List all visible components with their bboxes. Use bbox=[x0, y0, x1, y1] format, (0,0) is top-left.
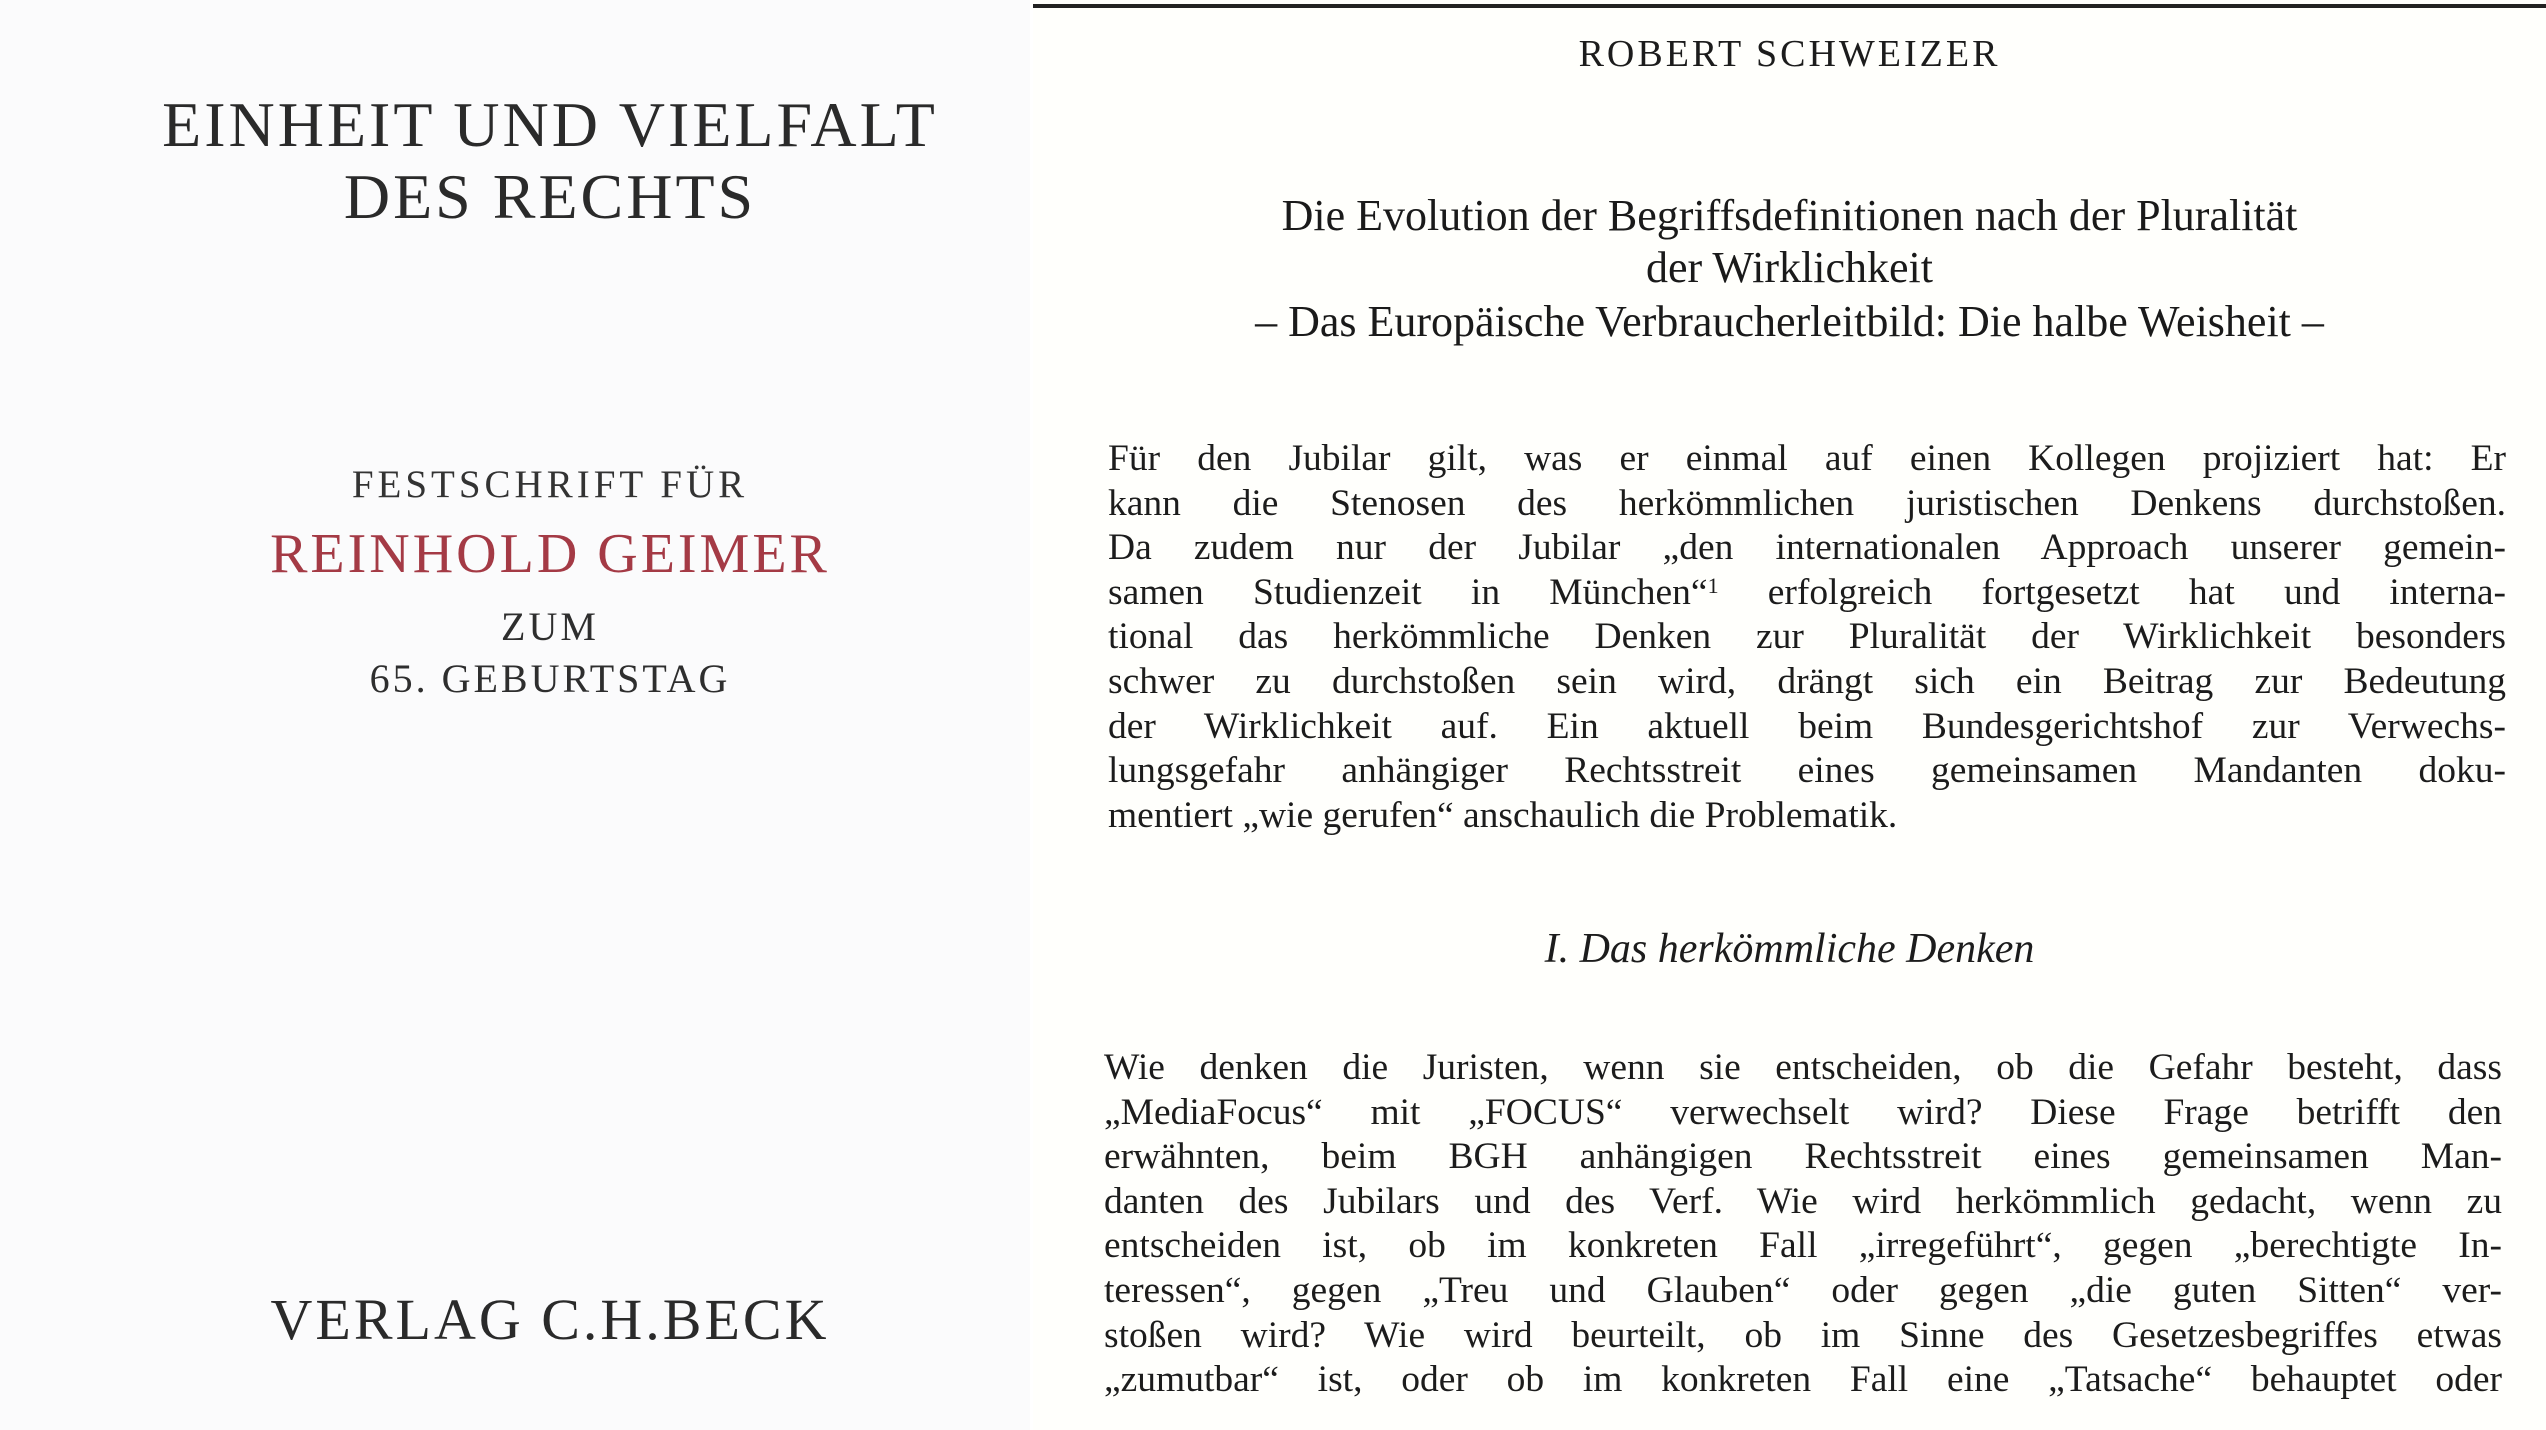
occasion-birthday: 65. GEBURTSTAG bbox=[369, 656, 731, 701]
occasion-zum: ZUM bbox=[501, 604, 599, 649]
text-line: erwähnten, beim BGH anhängigen Rechtsstreit eines gemeinsamen Man- bbox=[1104, 1136, 2502, 1178]
title-page bbox=[0, 0, 1030, 1430]
paragraph-intro bbox=[1108, 437, 2506, 838]
page-bottom-edge bbox=[1033, 1418, 2546, 1430]
footnote-mark: 1 bbox=[1707, 572, 1719, 598]
text-line: schwer zu durchstoßen sein wird, drängt sich ein Beitrag zur Bedeutung bbox=[1108, 660, 2506, 702]
text-line: stoßen wird? Wie wird beurteilt, ob im Sinne des Gesetzesbegriffes etwas bbox=[1104, 1314, 2502, 1356]
text-line: „zumutbar“ ist, oder ob im konkreten Fall eine „Tatsache“ behauptet oder bbox=[1104, 1359, 2502, 1401]
book-title-line-2: DES RECHTS bbox=[343, 161, 757, 232]
text-line: Für den Jubilar gilt, was er einmal auf einen Kollegen projiziert hat: Er bbox=[1108, 438, 2506, 479]
article-author: ROBERT SCHWEIZER bbox=[1578, 33, 2001, 75]
text-line: „MediaFocus“ mit „FOCUS“ verwechselt wird? Diese Frage betrifft den bbox=[1104, 1091, 2502, 1133]
paragraph-section-1 bbox=[1104, 1046, 2502, 1403]
festschrift-label: FESTSCHRIFT FÜR bbox=[351, 463, 749, 506]
section-heading: I. Das herkömmliche Denken bbox=[1544, 926, 2035, 972]
honoree-name: REINHOLD GEIMER bbox=[270, 523, 830, 585]
text-line: teressen“, gegen „Treu und Glauben“ oder gegen „die guten Sitten“ ver- bbox=[1104, 1269, 2502, 1311]
article-title-line-2: der Wirklichkeit bbox=[1646, 243, 1933, 292]
text-line: kann die Stenosen des herkömmlichen juristischen Denkens durchstoßen. bbox=[1108, 482, 2506, 524]
text-line: Da zudem nur der Jubilar „den internationalen Approach unserer gemein- bbox=[1108, 527, 2506, 569]
text-line: tional das herkömmliche Denken zur Pluralität der Wirklichkeit besonders bbox=[1108, 616, 2506, 658]
text-line-with-footnote bbox=[1108, 571, 2506, 616]
page-top-rule bbox=[1033, 4, 2546, 8]
text-line: der Wirklichkeit auf. Ein aktuell beim Bundesgerichtshof zur Verwechs- bbox=[1108, 705, 2506, 747]
text-line: Wie denken die Juristen, wenn sie entscheiden, ob die Gefahr besteht, dass bbox=[1104, 1047, 2502, 1088]
text-line: lungsgefahr anhängiger Rechtsstreit eines gemeinsamen Mandanten doku- bbox=[1108, 750, 2506, 792]
text-segment: samen Studienzeit in München“ bbox=[1108, 571, 1708, 613]
text-line: mentiert „wie gerufen“ anschaulich die Problematik. bbox=[1108, 794, 1898, 836]
text-segment: erfolgreich fortgesetzt hat und interna- bbox=[1718, 571, 2506, 613]
text-line: entscheiden ist, ob im konkreten Fall „irregeführt“, gegen „berechtigte In- bbox=[1104, 1225, 2502, 1267]
publisher-name: VERLAG C.H.BECK bbox=[270, 1287, 830, 1352]
book-title-line-1: EINHEIT UND VIELFALT bbox=[162, 89, 938, 160]
text-line: danten des Jubilars und des Verf. Wie wird herkömmlich gedacht, wenn zu bbox=[1104, 1180, 2502, 1222]
article-title-line-1: Die Evolution der Begriffsdefinitionen nach der Pluralität bbox=[1281, 191, 2298, 240]
article-subtitle: – Das Europäische Verbraucherleitbild: Die halbe Weisheit – bbox=[1255, 297, 2324, 346]
